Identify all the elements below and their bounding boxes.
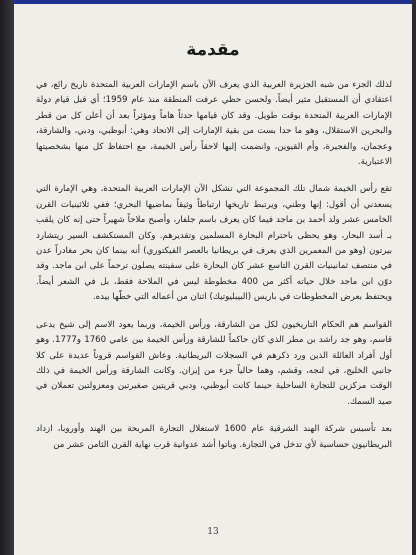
book-page	[14, 0, 412, 555]
page-title: مقدمة	[186, 40, 240, 60]
book-spine	[0, 0, 14, 555]
paragraph: تقع رأس الخيمة شمال تلك المجموعة التي تشكل الآن الإمارات العربية المتحدة، وهي الإمارة التي يسعدني أن أقول: إنها وطني، ويرتبط تاريخها ارتباطاً وثيقاً بماضيها البحري؛ ففي ثلاثينيات القرن الخامس عشر ولد أحمد بن ماجد فيما كان يعرف باسم جلفار، وأصبح ملاحاً شهيراً حتى إنه كان يلقب بـ أسد البحار، وهو يحظى باحترام البحارة المسلمين وتقديرهم. وكان المستكشف السير ريتشارد بيرتون (وهو من المعمرين الذي يعرف في بريطانيا بالعصر الفيكتوري) أنه بينما كان بحر مغادراً عدن في منتصف ثمانينيات القرن التاسع عشر كان البحارة على سفينته يصلون ترحماً على ابن ماجد. وقد دوّن ابن ماجد خلال حياته أكثر من 400 مخطوطة ليس في الملاحة فقط، بل في الشعر أيضاً. ويحتفظ بعرض المخطوطات في باريس (البيبليوتيك) اثنان من أعماله التي خطّها بيده.	[36, 184, 392, 303]
paragraph: القواسم هم الحكام التاريخيون لكل من الشارقة، ورأس الخيمة، وربما يعود الاسم إلى شيخ يدعى قاسم، وهو جد راشد بن مطر الذي كان حاكماً للشارقة ورأس الخيمة بين عامي 1760 و1777. وهو أول أفراد العائلة الذين ورد ذكرهم في السجلات البريطانية. وعاش القواسم قروناً عديدة على كلا جانبي الخليج، في لنجه، وقشم، وهما حالياً جزء من إيران. وكانت الشارقة ورأس الخيمة في ذلك الوقت مركزين للتجارة الساحلية حينما كانت أبوظبي، ودبي قريتين صغيرتين ومعزولتين تعملان في صيد السمك.	[36, 319, 392, 407]
top-border	[14, 0, 412, 4]
page-body	[36, 78, 392, 465]
paragraph: لذلك الجزء من شبه الجزيرة العربية الذي يعرف الآن باسم الإمارات العربية المتحدة تاريخ رائع، في اعتقادي أن المستقبل مثير أيضاً. ولحسن حظي عرفت المنطقة منذ عام 1959؛ أي قبل قيام دولة الإمارات العربية المتحدة بوقت طويل. وقد كان قيامها حدثاً هاماً ومؤثراً بعد أن أعلن كل من قطر والبحرين الاستقلال، وهو ما حدا بست من بقية الإمارات إلى الاتحاد وهي: أبوظبي، ودبي، والشارقة، وعجمان، والفجيرة، وأم القيوين، وانضمت إليها لاحقاً رأس الخيمة، مع احتفاظ كل منها بشخصيتها الاعتبارية.	[36, 80, 393, 168]
page-number: 13	[207, 527, 219, 537]
paragraph: بعد تأسيس شركة الهند الشرقية عام 1600 لاستغلال التجارة المربحة بين الهند وأوروبا، ازداد البريطانيون حساسية لأي تدخل في التجارة. وباتوا أشد عدوانية قرب نهاية القرن الثامن عشر من	[36, 424, 393, 450]
